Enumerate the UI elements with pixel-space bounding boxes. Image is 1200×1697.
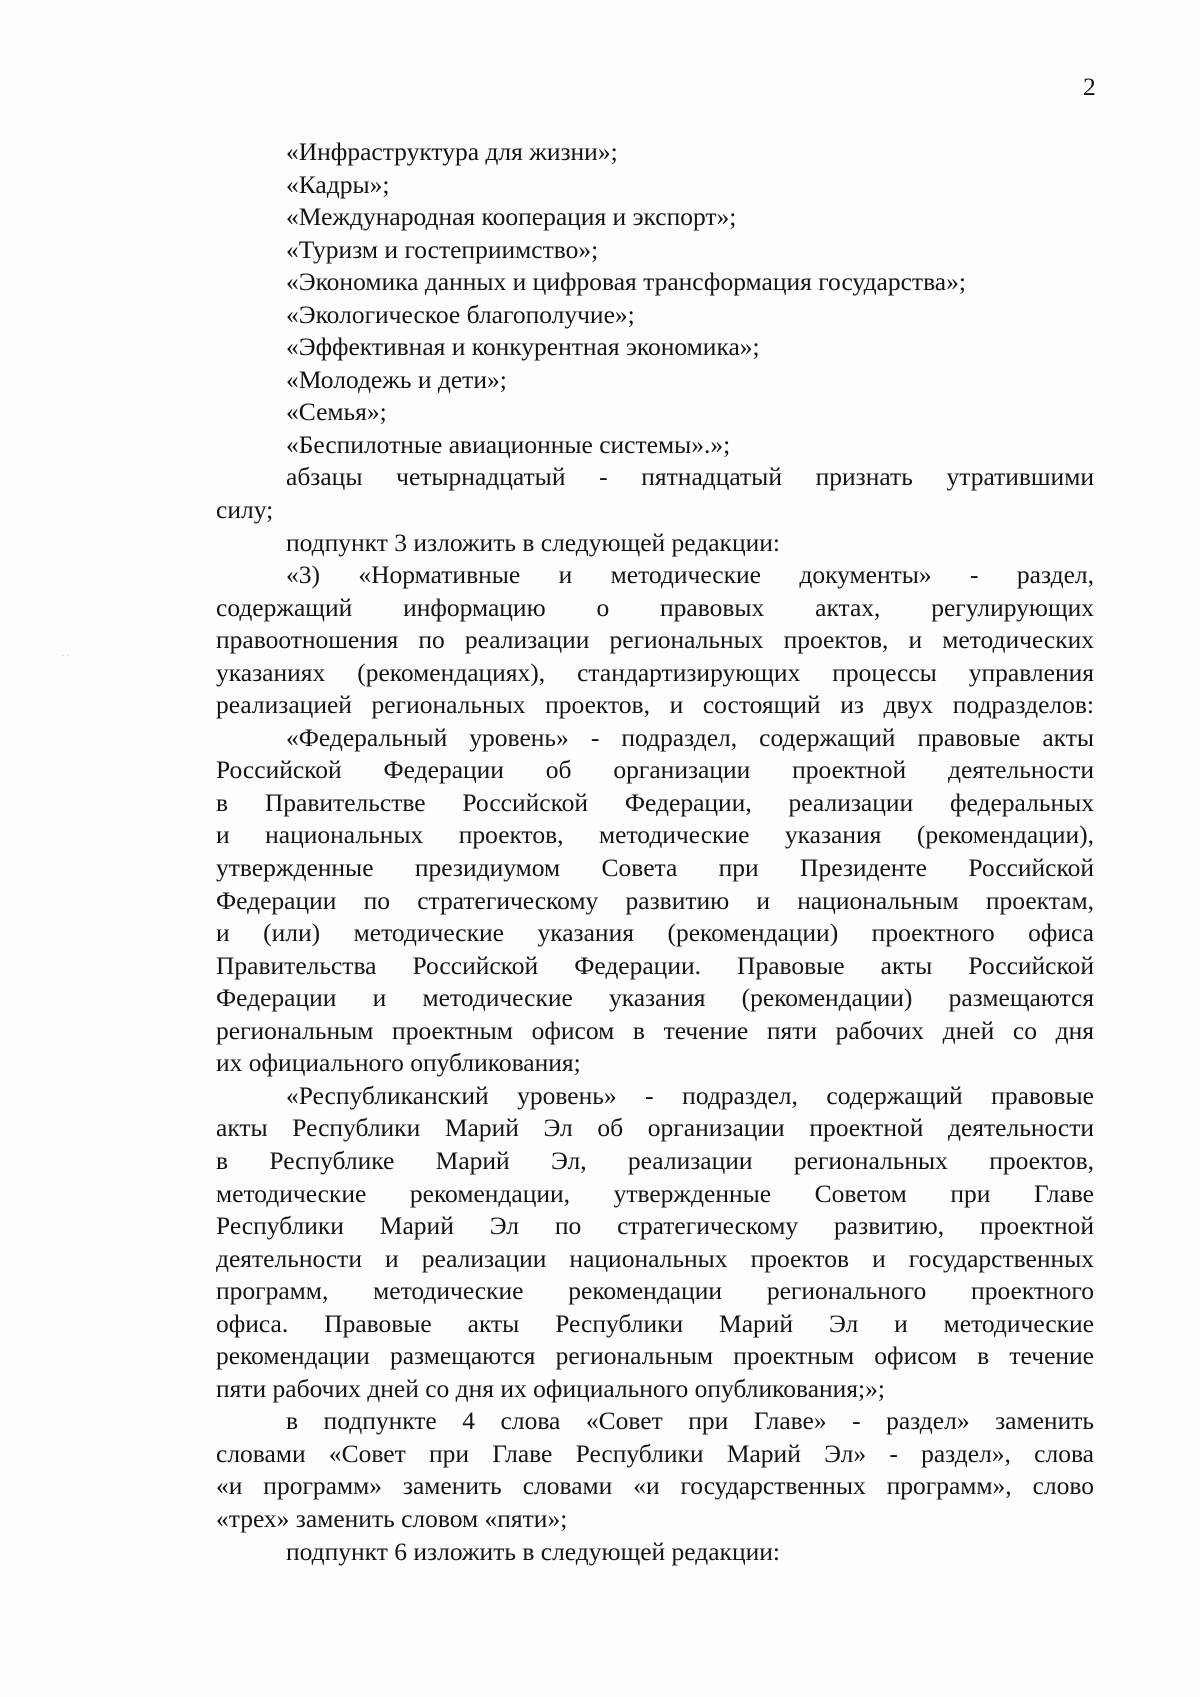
text-line: «трех» заменить словом «пяти»; [216, 1503, 568, 1533]
text-line: Правительства Российской Федерации. Правовые акты Российской [216, 950, 1094, 980]
text-line: абзацы четырнадцатый - пятнадцатый признать утратившими [286, 462, 1094, 492]
text-line: «Инфраструктура для жизни»; [286, 137, 618, 166]
text-line: в Правительстве Российской Федерации, реализации федеральных [216, 787, 1094, 817]
text-line: «Экономика данных и цифровая трансформация государства»; [286, 267, 966, 297]
text-line: Федерации и методические указания (рекомендации) размещаются [216, 983, 1094, 1013]
text-line: утвержденные президиумом Совета при Президенте Российской [216, 853, 1094, 883]
text-line: пяти рабочих дней со дня их официального опубликования;»; [216, 1373, 885, 1403]
text-line: офиса. Правовые акты Республики Марий Эл и методические [216, 1308, 1094, 1338]
text-line: Федерации по стратегическому развитию и национальным проектам, [216, 885, 1094, 915]
text-line: подпункт 6 изложить в следующей редакции: [286, 1536, 780, 1566]
body-text [216, 136, 1094, 1568]
text-line: реализацией региональных проектов, и состоящий из двух подразделов: [216, 690, 1094, 720]
text-line: Российской Федерации об организации проектной деятельности [216, 755, 1094, 785]
text-line: программ, методические рекомендации регионального проектного [216, 1276, 1094, 1306]
text-line: акты Республики Марий Эл об организации проектной деятельности [216, 1113, 1094, 1143]
text-line: «Беспилотные авиационные системы».»; [286, 429, 731, 459]
text-line: «Международная кооперация и экспорт»; [286, 202, 737, 232]
text-line: их официального опубликования; [216, 1048, 581, 1078]
text-line: «Молодежь и дети»; [286, 364, 507, 394]
text-line: «и программ» заменить словами «и государственных программ», слово [216, 1471, 1094, 1501]
text-line: силу; [216, 495, 274, 525]
text-line: и национальных проектов, методические указания (рекомендации), [216, 820, 1094, 850]
text-line: деятельности и реализации национальных проектов и государственных [216, 1243, 1094, 1273]
text-line: «3) «Нормативные и методические документы» - раздел, [286, 560, 1094, 590]
text-line: указаниях (рекомендациях), стандартизирующих процессы управления [216, 657, 1094, 687]
text-line: методические рекомендации, утвержденные Советом при Главе [216, 1178, 1094, 1208]
text-line: «Эффективная и конкурентная экономика»; [286, 332, 760, 362]
text-line: «Республиканский уровень» - подраздел, содержащий правовые [286, 1080, 1094, 1110]
text-line: словами «Совет при Главе Республики Марий Эл» - раздел», слова [216, 1438, 1094, 1468]
text-line: «Федеральный уровень» - подраздел, содержащий правовые акты [286, 722, 1094, 752]
page-number: 2 [1083, 72, 1096, 101]
text-line: «Кадры»; [286, 169, 390, 199]
text-line: региональным проектным офисом в течение пяти рабочих дней со дня [216, 1015, 1094, 1045]
text-line: и (или) методические указания (рекомендации) проектного офиса [216, 918, 1094, 948]
text-line: в Республике Марий Эл, реализации региональных проектов, [216, 1145, 1094, 1175]
text-line: «Экологическое благополучие»; [286, 299, 635, 329]
text-line: Республики Марий Эл по стратегическому развитию, проектной [216, 1211, 1094, 1241]
text-line: содержащий информацию о правовых актах, регулирующих [216, 592, 1094, 622]
text-line: в подпункте 4 слова «Совет при Главе» - раздел» заменить [286, 1406, 1094, 1436]
text-line: правоотношения по реализации региональных проектов, и методических [216, 625, 1094, 655]
text-line: «Семья»; [286, 397, 387, 427]
text-line: подпункт 3 изложить в следующей редакции: [286, 527, 780, 557]
text-line: рекомендации размещаются региональным проектным офисом в течение [216, 1341, 1094, 1371]
scan-speck: · · [61, 651, 71, 662]
text-line: «Туризм и гостеприимство»; [286, 234, 599, 264]
